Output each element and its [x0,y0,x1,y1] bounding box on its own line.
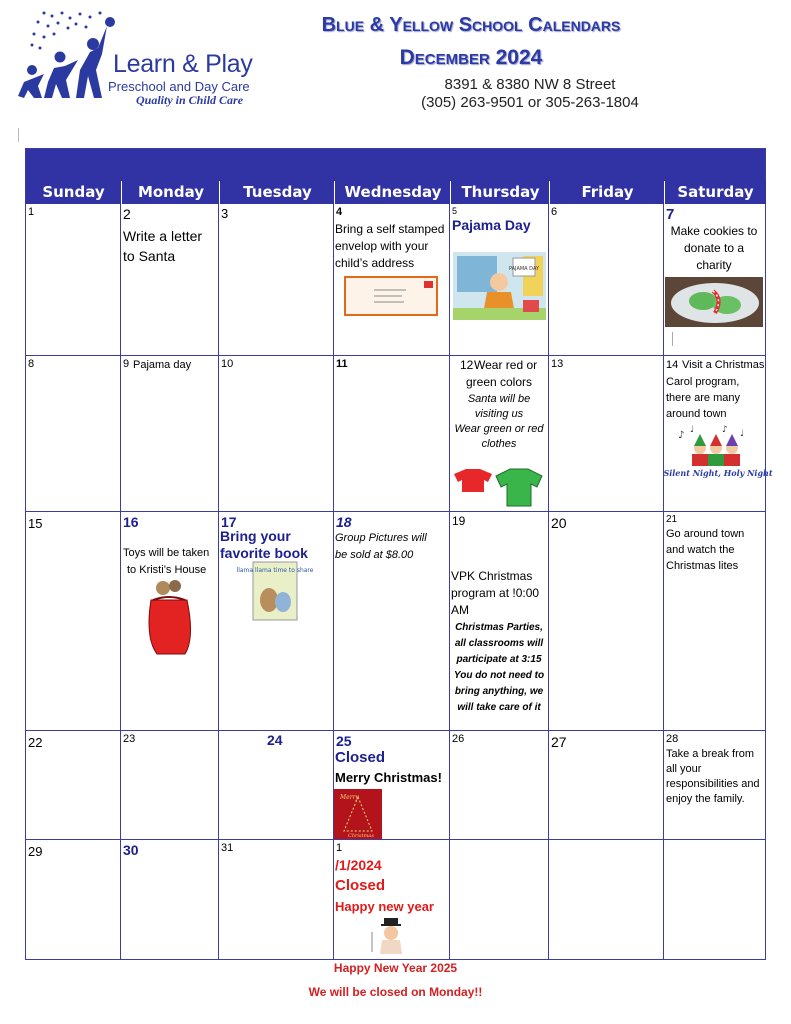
day-cell-31[interactable] [219,840,334,960]
weekday-monday: Monday [121,181,220,204]
day-number: 31 [221,842,234,854]
day-number: 2 [123,206,131,222]
event-text: child’s address [335,256,415,270]
envelope-image [344,276,438,316]
day-cell-22[interactable] [26,731,121,840]
day-number: 24 [267,732,283,748]
svg-text:♪: ♪ [722,425,728,435]
event-title: Closed [335,877,386,894]
day-cell-20[interactable] [549,512,664,731]
event-text: Take a break from [666,748,755,760]
day-number: 5 [452,206,458,216]
day-cell-30[interactable] [121,840,219,960]
event-text: will take care of it [457,702,541,713]
event-text: bring anything, we [454,686,544,697]
event-text: to Kristi’s House [127,564,207,576]
calendar-header-band [26,149,765,181]
event-text: all classrooms will [454,638,544,649]
event-title: Happy new year [335,899,434,914]
event-text: Wear green or red [454,423,544,435]
christmas-tree-card-image [334,789,382,839]
card-text-christmas: Christmas [348,833,374,839]
event-text: You do not need to [453,670,545,681]
day-number: 19 [452,514,466,528]
weekday-saturday: Saturday [664,181,766,204]
day-cell-15[interactable] [26,512,121,731]
calendar-grid [25,148,773,960]
day-number: 20 [551,515,567,531]
calendar-month: December 2024 [399,46,543,69]
footer-new-year: Happy New Year 2025 [333,961,458,975]
event-text: to Santa [123,248,176,264]
day-number: 13 [551,358,564,370]
day-cell-12[interactable] [450,356,549,512]
weekday-friday: Friday [549,181,665,204]
svg-text:♩: ♩ [690,425,695,435]
day-number: 28 [666,733,679,745]
day-number: 25 [336,733,352,749]
school-phone: (305) 263-9501 or 305-263-1804 [421,94,639,111]
day-number: 27 [551,734,567,750]
day-number: 1 [28,206,35,218]
day-number: 16 [123,514,139,530]
carolers-image [663,424,773,480]
day-number: 14 [666,359,679,371]
day-cell-18[interactable] [334,512,450,731]
svg-text:♩: ♩ [740,429,745,439]
book-cover-image [236,562,314,620]
day-cell-6[interactable] [549,204,664,356]
day-cell-9[interactable] [121,356,219,512]
event-text: Bring a self stamped [335,222,445,236]
day-cell-1[interactable] [26,204,121,356]
event-text: Christmas lites [666,560,739,572]
event-text: Go around town [666,528,745,540]
event-text: clothes [481,438,517,450]
event-text: Visit a Christmas [682,359,765,371]
day-number: 21 [666,514,678,525]
day-number: 8 [28,358,35,370]
day-cell-10[interactable] [219,356,334,512]
day-cell-8[interactable] [26,356,121,512]
event-text: there are many [666,392,740,404]
event-text: be sold at $8.00 [335,549,414,561]
new-year-baby-image [370,916,410,956]
day-number: 10 [221,358,234,370]
event-text: all your [666,763,702,775]
day-number: 9 [123,358,130,370]
day-cell-28[interactable] [664,731,765,840]
event-text: Write a letter [123,228,203,244]
event-text: program at !0:00 [451,586,540,600]
day-number: 7 [666,206,675,223]
day-number: 12 [460,358,474,372]
event-title: Pajama Day [452,217,531,233]
event-text: green colors [465,375,533,389]
day-number: 26 [452,733,465,745]
red-shirt-image [452,468,494,494]
pajama-sign-text: PAJAMA DAY [508,266,540,272]
logo-tagline: Quality in Child Care [136,93,244,107]
weekday-wednesday: Wednesday [334,181,451,204]
logo-subtitle: Preschool and Day Care [108,79,250,94]
day-cell-21[interactable] [664,512,765,731]
footer-closed-notice: We will be closed on Monday!! [308,985,483,999]
day-number: 30 [123,842,139,858]
green-shirt-image [494,468,544,508]
day-cell-29[interactable] [26,840,121,960]
event-title: Closed [335,749,386,766]
event-text: Group Pictures will [335,532,427,544]
event-text: Toys will be taken [123,547,210,559]
day-number: 11 [336,358,348,370]
event-text: Pajama day [133,359,192,371]
day-number: 23 [123,733,136,745]
event-text: Santa will be [467,393,531,405]
weekday-sunday: Sunday [26,181,121,204]
event-text: Wear red or [474,358,538,372]
logo-title: Learn & Play [113,50,253,78]
day-cell-3[interactable] [219,204,334,356]
day-cell-jan-1[interactable] [334,840,450,960]
day-number: 22 [28,735,43,750]
calendar-title: Blue & Yellow School Calendars [321,14,621,36]
book-title: llama llama time to share [236,567,314,574]
school-address: 8391 & 8380 NW 8 Street [444,76,616,93]
day-cell-5[interactable] [450,204,549,356]
event-text: envelop with your [335,239,429,253]
day-cell-4[interactable] [334,204,450,356]
event-title: Merry Christmas! [335,770,442,785]
day-cell-27[interactable] [549,731,664,840]
day-number: 17 [221,514,237,530]
day-number: 4 [336,206,343,218]
day-number: 1 [336,842,343,854]
event-text: Christmas Parties, [455,622,543,633]
school-logo [10,10,272,110]
event-title: favorite book [220,545,308,561]
event-text: VPK Christmas [451,569,533,583]
weekday-tuesday: Tuesday [219,181,335,204]
pajama-day-image [453,252,546,320]
day-cell-7[interactable] [664,204,765,356]
day-cell-2[interactable] [121,204,219,356]
event-title: Bring your [220,528,291,544]
day-cell-23[interactable] [121,731,219,840]
event-text: around town [666,408,727,420]
children-playing-icon [10,10,120,105]
event-text: Carol program, [666,376,740,388]
day-number: 29 [28,844,43,859]
empty-cell [450,840,549,960]
carol-caption: Silent Night, Holy Night [663,468,773,478]
day-cell-26[interactable] [450,731,549,840]
stray-mark [672,332,673,346]
day-cell-25[interactable] [334,731,450,840]
card-text-merry: Merry [340,794,359,801]
event-text: donate to a [683,241,745,255]
event-text: Make cookies to [670,224,758,238]
day-number: 18 [336,514,352,530]
margin-mark [18,128,19,142]
day-number: 6 [551,206,558,218]
day-cell-24[interactable] [219,731,334,840]
day-cell-19[interactable] [450,512,549,731]
svg-text:♪: ♪ [678,430,685,441]
day-number: 3 [221,206,229,221]
day-cell-14[interactable] [663,356,773,512]
day-cell-11[interactable] [334,356,450,512]
day-cell-17[interactable] [219,512,334,731]
event-text: visiting us [474,408,524,420]
day-number: 15 [28,516,43,531]
day-cell-16[interactable] [121,512,219,731]
event-text: responsibilities and [666,778,760,790]
event-text: participate at 3:15 [456,654,542,665]
event-text: and watch the [666,544,735,556]
empty-cell [664,840,765,960]
weekday-thursday: Thursday [450,181,550,204]
day-cell-13[interactable] [549,356,664,512]
event-text: charity [696,258,732,272]
event-text: enjoy the family. [666,793,745,805]
toy-sack-image [141,578,197,660]
event-title: /1/2024 [335,857,382,873]
cookies-plate-image [665,277,763,327]
empty-cell [549,840,664,960]
event-text: AM [451,603,469,617]
